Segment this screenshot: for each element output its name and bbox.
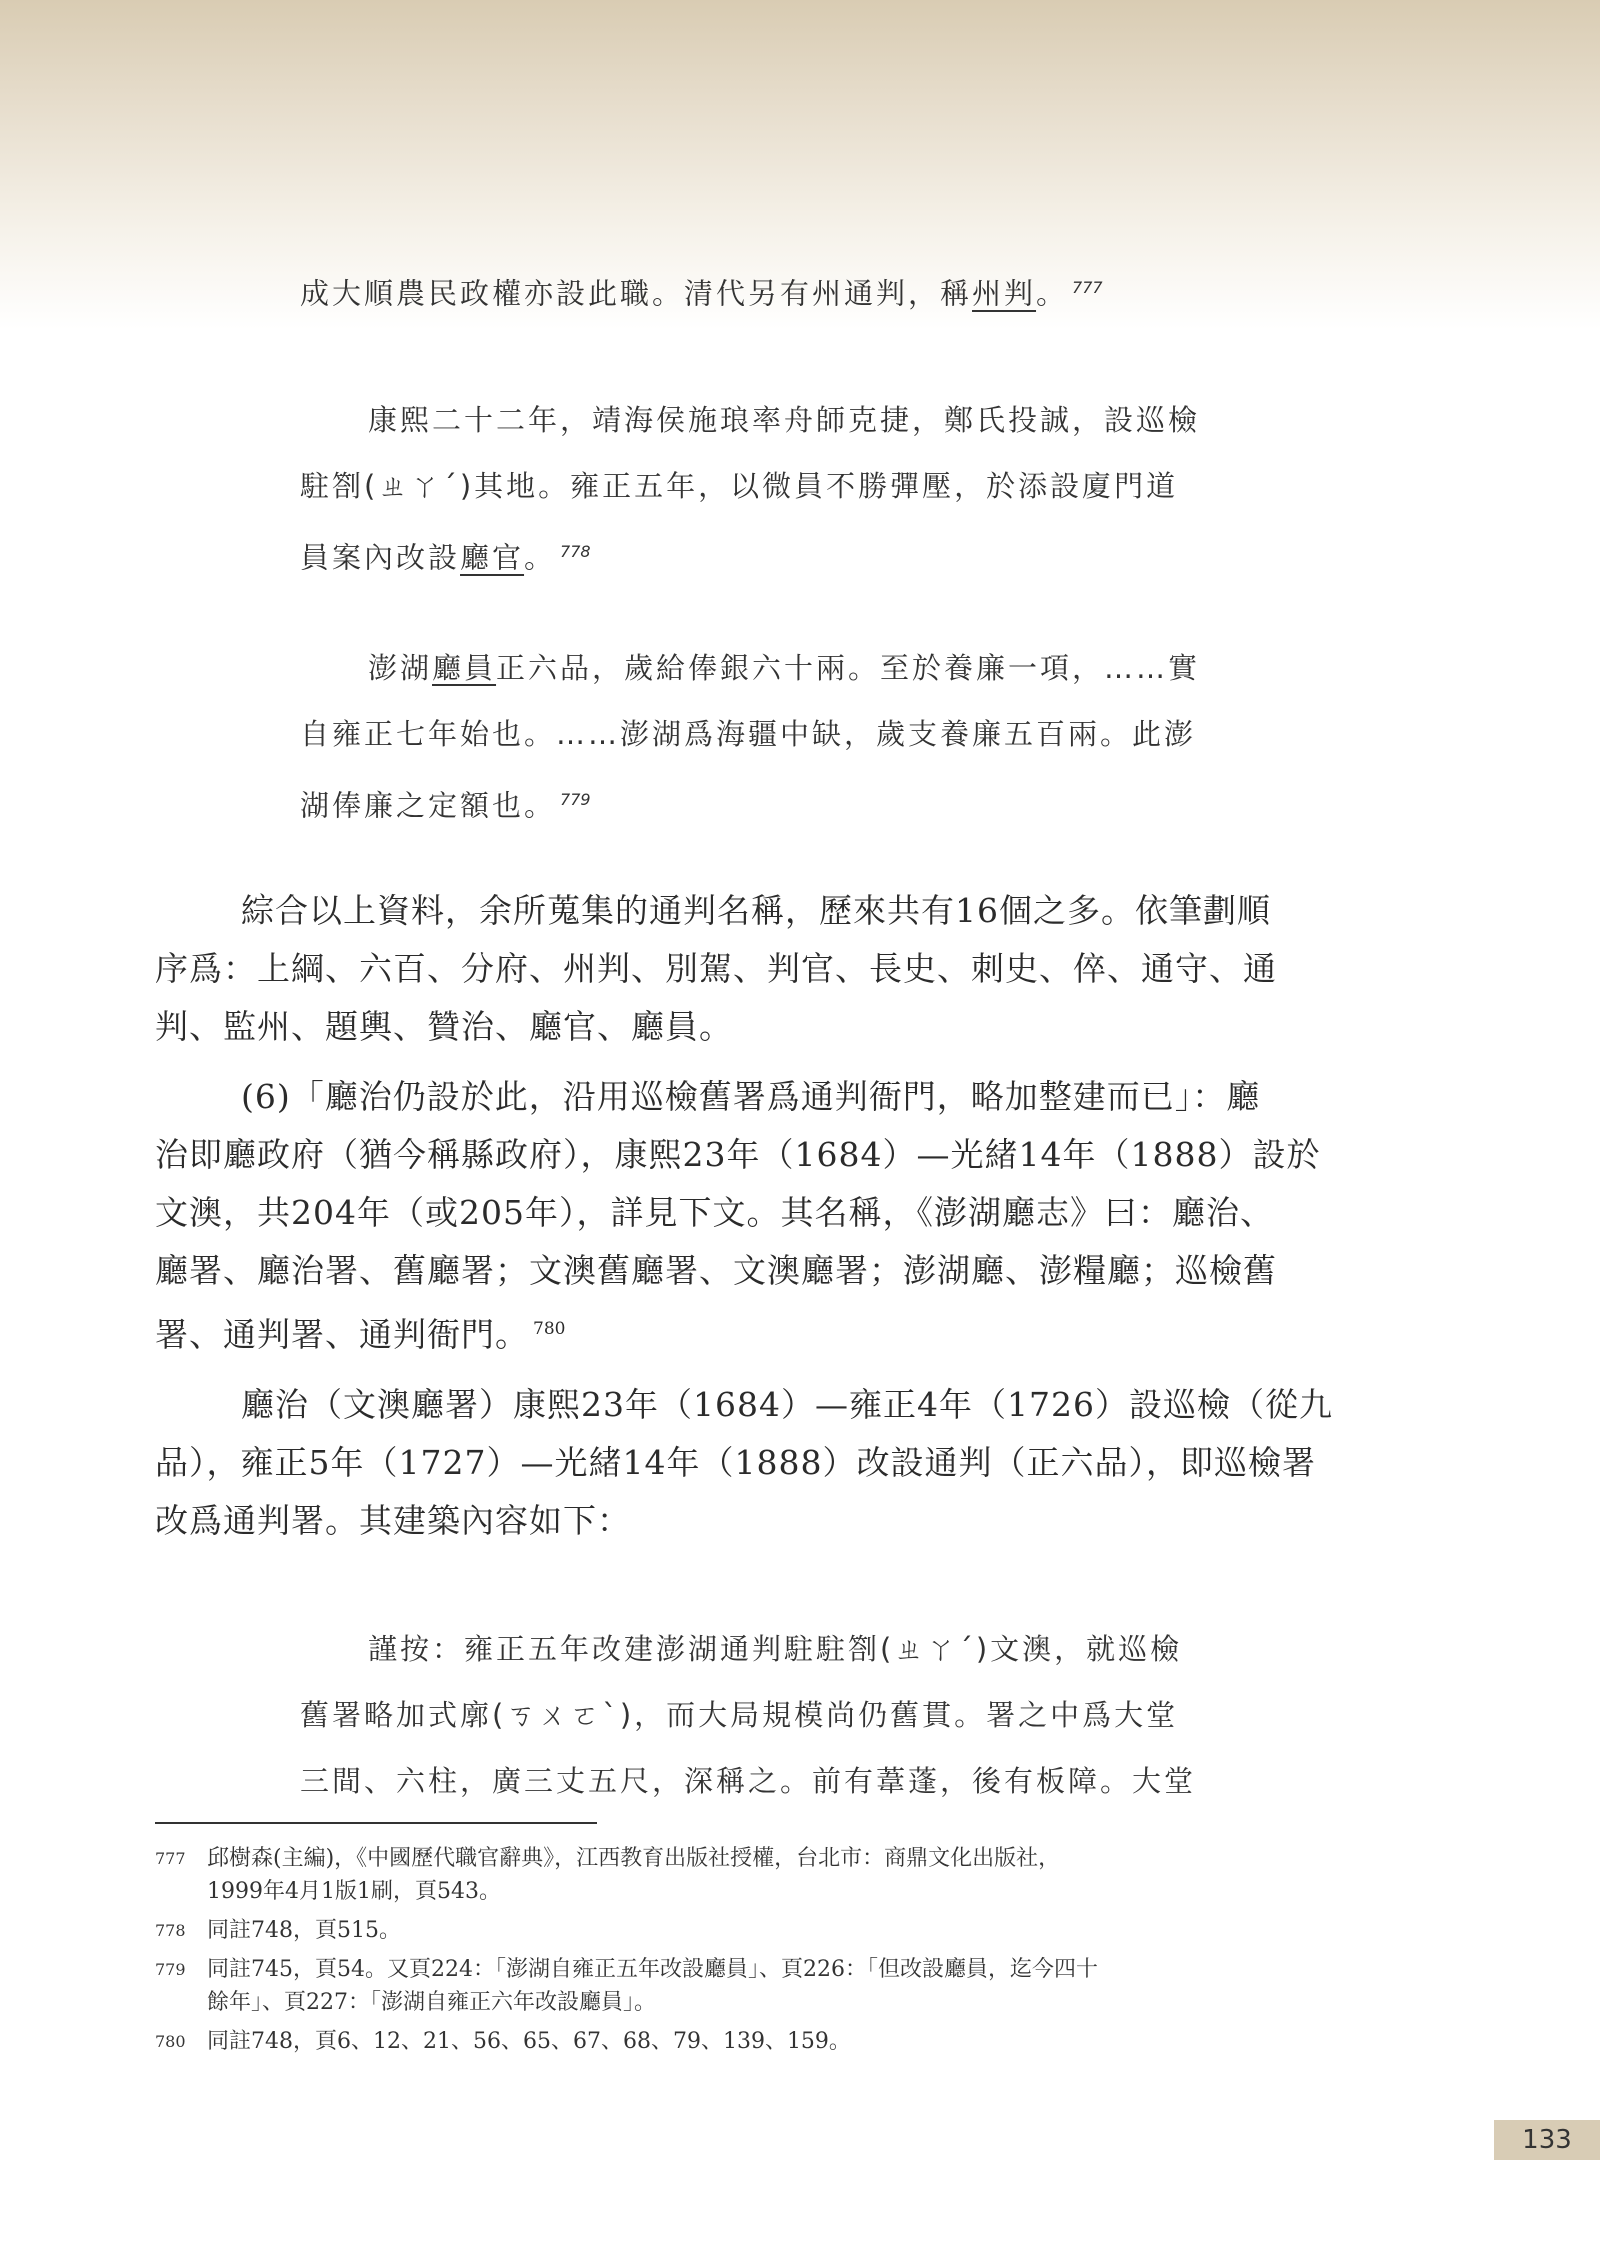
paragraph-line: 判、監州、題輿、贊治、廳官、廳員。 [155,1007,733,1046]
paragraph-line: 綜合以上資料，余所蒐集的通判名稱，歷來共有16個之多。依筆劃順 [241,891,1271,930]
paragraph-wenao-office [155,1376,1345,1550]
footnote-778 [155,1914,1355,1947]
footnote-text: 邱樹森(主編)，《中國歷代職官辭典》，江西教育出版社授權，台北市：商鼎文化出版社， [207,1846,1061,1871]
paragraph-summary [155,882,1345,1056]
quote-line: 駐劄(ㄓㄚˊ)其地。雍正五年，以微員不勝彈壓，於添設廈門道 [300,469,1179,503]
quote-line: 舊署略加式廓(ㄎㄨㄛˋ)，而大局規模尚仍舊貫。署之中爲大堂 [300,1698,1179,1732]
footnote-ref-778[interactable]: 778 [560,542,591,561]
underlined-term: 廳員 [432,651,497,685]
footnote-number: 778 [155,1921,186,1940]
footnote-number: 779 [155,1960,186,1979]
quote-line: 澎湖廳員正六品，歲給俸銀六十兩。至於養廉一項，……實 [368,651,1201,685]
paragraph-line: 序爲：上綱、六百、分府、州判、別駕、判官、長史、刺史、倅、通守、通 [155,949,1277,988]
paragraph-line: 改爲通判署。其建築內容如下： [155,1501,631,1540]
footnote-779 [155,1953,1355,2019]
quote-line: 康熙二十二年，靖海侯施琅率舟師克捷，鄭氏投誠，設巡檢 [368,403,1201,437]
footnote-text: 餘年」、頁227：「澎湖自雍正六年改設廳員」。 [207,1990,656,2015]
footnote-text: 同註748，頁515。 [207,1918,401,1943]
block-quote-779 [300,635,1340,839]
footnote-ref-780[interactable]: 780 [533,1319,566,1339]
block-quote-building [300,1616,1340,1814]
paragraph-ting-zhi [155,1068,1345,1364]
paragraph-line: 文澳，共204年（或205年），詳見下文。其名稱，《澎湖廳志》曰：廳治、 [155,1193,1274,1232]
footnote-divider [155,1822,597,1824]
paragraph-line: 品），雍正5年（1727）—光緒14年（1888）改設通判（正六品），即巡檢署 [155,1443,1316,1482]
paragraph-line: (6)「廳治仍設於此，沿用巡檢舊署爲通判衙門，略加整建而已」：廳 [241,1077,1261,1116]
page-number: 133 [1494,2120,1600,2160]
footnote-ref-777[interactable]: 777 [1072,278,1103,297]
block-quote-778 [300,387,1340,591]
footnote-number: 777 [155,1849,186,1868]
paragraph-line: 廳署、廳治署、舊廳署；文澳舊廳署、文澳廳署；澎湖廳、澎糧廳；巡檢舊 [155,1251,1277,1290]
underlined-term: 廳官 [460,540,525,575]
quote-line: 湖俸廉之定額也。 $^{779}$ [300,788,591,823]
footnote-text: 同註748，頁6、12、21、56、65、67、68、79、139、159。 [207,2029,851,2054]
footnote-text: 1999年4月1版1刷，頁543。 [207,1879,501,1904]
footnote-text: 同註745，頁54。又頁224：「澎湖自雍正五年改設廳員」、頁226：「但改設廳員，迄今四十 [207,1957,1098,1982]
underlined-term: 州判 [972,276,1037,311]
quote-line: 三間、六柱，廣三丈五尺，深稱之。前有葦蓬，後有板障。大堂 [300,1764,1197,1798]
paragraph-line: 署、通判署、通判衙門。 $^{780}$ [155,1315,566,1354]
block-quote-777 [300,255,1340,327]
footnote-ref-779[interactable]: 779 [560,790,591,809]
quote-line: 自雍正七年始也。……澎湖爲海疆中缺，歲支養廉五百兩。此澎 [300,717,1197,751]
quote-line: 員案內改設廳官。 $^{778}$ [300,540,591,575]
paragraph-line: 治即廳政府（猶今稱縣政府），康熙23年（1684）—光緒14年（1888）設於 [155,1135,1321,1174]
quote-line: 成大順農民政權亦設此職。清代另有州通判，稱州判。 $^{777}$ [300,276,1103,311]
quote-line: 謹按：雍正五年改建澎湖通判駐駐劄(ㄓㄚˊ)文澳，就巡檢 [368,1632,1183,1666]
paragraph-line: 廳治（文澳廳署）康熙23年（1684）—雍正4年（1726）設巡檢（從九 [241,1385,1333,1424]
footnote-number: 780 [155,2032,186,2051]
footnote-780 [155,2025,1355,2058]
footnotes [155,1842,1355,2064]
footnote-777 [155,1842,1355,1908]
